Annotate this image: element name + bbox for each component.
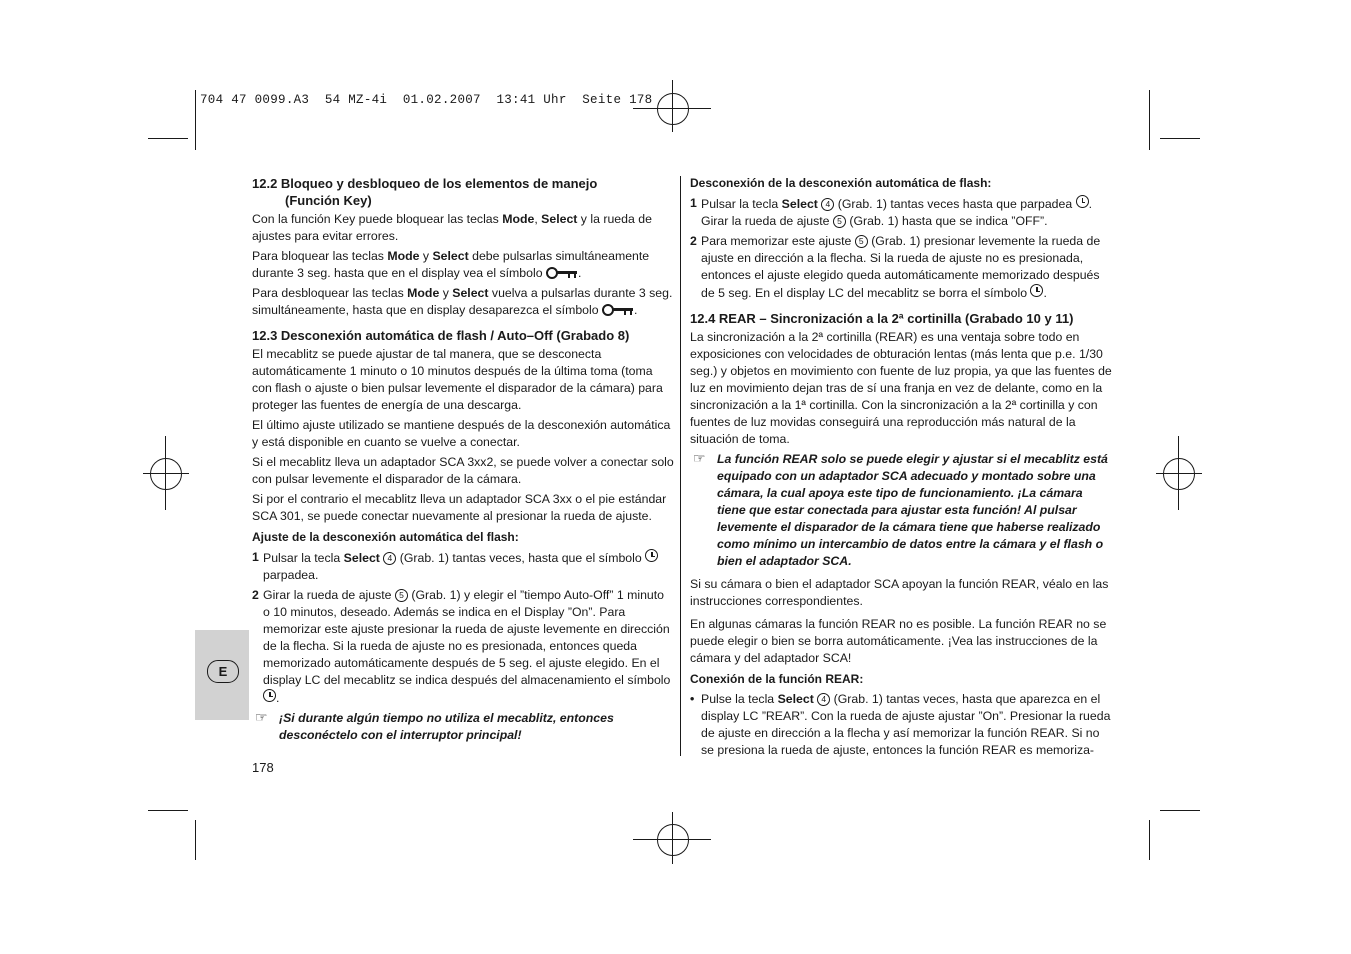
step-1: 1 Pulsar la tecla Select 4 (Grab. 1) tantas veces, hasta que el símbolo parpadea. — [252, 549, 674, 584]
pointing-hand-icon: ☞ — [693, 450, 706, 466]
column-divider — [680, 176, 681, 756]
crop-mark — [195, 820, 196, 860]
key-lock-icon — [602, 304, 634, 315]
bullet-item: • Pulse la tecla Select 4 (Grab. 1) tantas veces, hasta que aparezca en el display LC ”REAR”. Con la rueda de ajuste ajustar ”On”. Presionar la rueda de ajuste en dirección a la flecha y así memorizar la función REAR. Si no se presiona la rueda de ajuste, entonces la función REAR es memoriza- — [690, 692, 1111, 757]
circled-number-5: 5 — [395, 589, 408, 602]
crop-mark — [1160, 138, 1200, 139]
circled-number-5: 5 — [855, 235, 868, 248]
subheading-desconexion: Desconexión de la desconexión automática de flash: — [690, 176, 992, 190]
circled-number-5: 5 — [833, 215, 846, 228]
step-2: 2 Para memorizar este ajuste 5 (Grab. 1) presionar levemente la rueda de ajuste en dirección a la flecha. Si la rueda de ajuste no es presionada, entonces el ajuste elegido queda automáticamente memorizado después de 5 seg. En el display LC del mecablitz se borra el símbolo . — [690, 234, 1101, 300]
paragraph: Con la función Key puede bloquear las teclas Mode, Select y la rueda de ajustes para evitar errores. — [252, 212, 652, 243]
section-12-4-title: 12.4 REAR – Sincronización a la 2ª cortinilla (Grabado 10 y 11) — [690, 311, 1074, 326]
auto-off-timer-icon — [263, 689, 276, 702]
key-lock-icon — [546, 267, 578, 278]
pointing-hand-icon: ☞ — [255, 709, 268, 725]
crop-mark — [1160, 810, 1200, 811]
auto-off-timer-icon — [645, 549, 658, 562]
paragraph: El último ajuste utilizado se mantiene después de la desconexión automática y está disponible en cuanto se vuelve a conectar. — [252, 418, 671, 449]
circled-number-4: 4 — [383, 552, 396, 565]
crop-mark — [195, 90, 196, 150]
step-2: 2 Girar la rueda de ajuste 5 (Grab. 1) y elegir el ”tiempo Auto-Off” 1 minuto o 10 minutos, deseado. Además se indica en el Display ”On”. Para memorizar este ajuste presionar la rueda de ajuste levemente en dirección de la flecha. Si la rueda de ajuste no es presionada, entonces queda memorizado automáticamente después de 5 seg. el ajuste elegido. En el display LC del mecablitz se indica después del almacenamiento el símbolo . — [252, 588, 671, 705]
paragraph: En algunas cámaras la función REAR no es posible. La función REAR no se puede elegir o bien se borra automáticamente. ¡Vea las instrucciones de la cámara y del adaptador SCA! — [690, 617, 1107, 665]
auto-off-timer-icon — [1076, 195, 1089, 208]
circled-number-4: 4 — [817, 693, 830, 706]
paragraph: Si el mecablitz lleva un adaptador SCA 3xx2, se puede volver a conectar solo con pulsar levemente el disparador de la cámara. — [252, 455, 674, 486]
paragraph: Para desbloquear las teclas Mode y Select vuelva a pulsarlas durante 3 seg. simultáneamente, hasta que en display desaparezca el símbolo . — [252, 286, 673, 317]
paragraph: El mecablitz se puede ajustar de tal manera, que se desconecta automáticamente 1 minuto o 10 minutos después de la última toma (toma con flash o ajuste o bien pulsar levemente el disparador de la cámara) para proteger las fuentes de energía de una descarga. — [252, 347, 663, 412]
paragraph: Si su cámara o bien el adaptador SCA apoyan la función REAR, véalo en las instrucciones correspondientes. — [690, 577, 1109, 608]
subheading-ajuste: Ajuste de la desconexión automática del flash: — [252, 530, 519, 544]
language-tab — [195, 630, 249, 720]
step-1: 1 Pulsar la tecla Select 4 (Grab. 1) tantas veces hasta que parpadea . Girar la rueda de ajuste 5 (Grab. 1) hasta que se indica ”OFF”. — [690, 196, 1093, 228]
subheading-conexion: Conexión de la función REAR: — [690, 672, 864, 686]
section-12-2-title: 12.2 Bloqueo y desbloqueo de los elementos de manejo (Función Key) — [252, 176, 598, 208]
crop-mark — [148, 138, 188, 139]
section-12-3-title: 12.3 Desconexión automática de flash / Auto–Off (Grabado 8) — [252, 328, 630, 343]
paragraph: Para bloquear las teclas Mode y Select debe pulsarlas simultáneamente durante 3 seg. hasta que en el display vea el símbolo . — [252, 249, 650, 280]
auto-off-timer-icon — [1030, 284, 1043, 297]
crop-mark — [1149, 820, 1150, 860]
language-tab-label: E — [207, 660, 239, 683]
note: ☞ ¡Si durante algún tiempo no utiliza el mecablitz, entonces desconéctelo con el interruptor principal! — [255, 709, 614, 742]
paragraph: Si por el contrario el mecablitz lleva un adaptador SCA 3xx o el pie estándar SCA 301, se puede conectar nuevamente al presionar la rueda de ajuste. — [252, 492, 667, 523]
print-header: 704 47 0099.A3 54 MZ-4i 01.02.2007 13:41 Uhr Seite 178 — [200, 93, 653, 107]
note: ☞ La función REAR solo se puede elegir y ajustar si el mecablitz está equipado con un adaptador SCA adecuado y montado sobre una cámara, la cual apoya este tipo de funcionamiento. ¡La cámara tiene que estar conectada para ajustar esta función! Al pulsar levemente el disparador de la cámara tiene que haberse realizado como mínimo un intercambio de datos entre la cámara y el flash o bien el adaptador SCA. — [693, 450, 1108, 568]
page-number: 178 — [252, 760, 274, 775]
crop-mark — [148, 810, 188, 811]
paragraph: La sincronización a la 2ª cortinilla (REAR) es una ventaja sobre todo en exposiciones con velocidades de obturación lentas (más lenta que p.e. 1/30 seg.) y objetos en movimiento con fuente de luz propia, ya que las fuentes de luz en movimiento dejan tras de sí una franja en vez de delante, como en la sincronización a la 1ª cortinilla. Con la sincronización a la 2ª cortinilla y con fuentes de luz movidas conseguirá una reproducción más natural de la situación de toma. — [690, 330, 1112, 446]
crop-mark — [1149, 90, 1150, 150]
right-column — [690, 175, 1114, 762]
circled-number-4: 4 — [821, 198, 834, 211]
left-column — [252, 175, 674, 748]
